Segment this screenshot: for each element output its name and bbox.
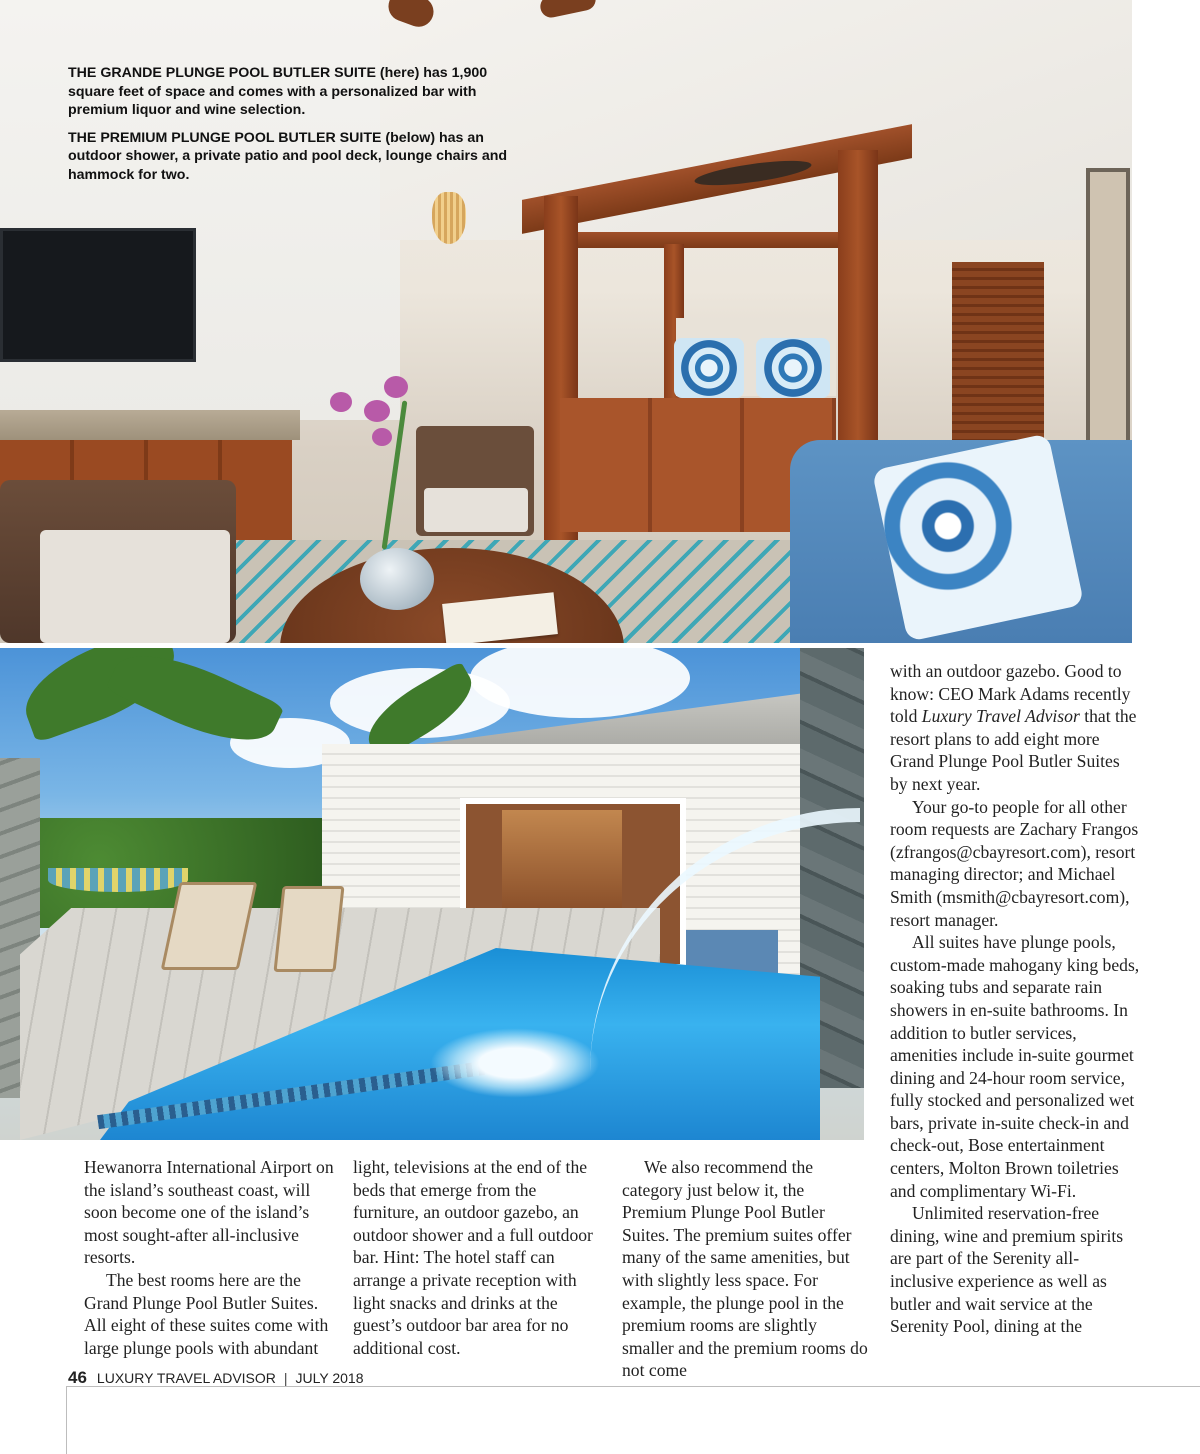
sofa-pillow — [872, 433, 1084, 642]
paragraph: light, televisions at the end of the beds that emerge from the furniture, an outdoor gazebo, an outdoor shower and a full outdoor bar. Hint: The hotel staff can arrange a private reception with light snacks and drinks at the guest’s outdoor bar area for no additional cost. — [353, 1157, 593, 1358]
armchair-cushion — [40, 530, 230, 643]
issue-date: JULY 2018 — [295, 1370, 364, 1386]
lounge-chair — [273, 886, 344, 972]
footer-rule — [66, 1386, 67, 1454]
text-run: that the resort plans to add eight more Grand Plunge Pool Butler Suites by next year. — [890, 706, 1137, 794]
caption-grande-suite — [68, 64, 508, 120]
publication-name: Luxury Travel Advisor — [921, 706, 1080, 727]
photo-premium-suite-pool — [0, 648, 864, 1140]
photo-grande-suite-interior — [0, 0, 1132, 643]
paragraph: Your go-to people for all other room requests are Zachary Frangos (zfrangos@cbayresort.com), resort managing director; and Michael Smith (msmith@cbayresort.com), resort manager. — [890, 796, 1139, 930]
page-footer — [68, 1368, 364, 1388]
orchid-stem — [382, 400, 408, 549]
water-splash — [430, 1028, 600, 1098]
canopy-beam — [570, 232, 866, 248]
orchid-flower — [384, 376, 408, 398]
stone-counter — [0, 410, 300, 440]
article-column-4 — [890, 660, 1140, 1338]
glass-vase — [360, 548, 434, 610]
paragraph: Unlimited reservation-free dining, wine and premium spirits are part of the Serenity all-inclusive experience as well as butler and wait service at the Serenity Pool, dining at the — [890, 1203, 1124, 1337]
caption-text: (below) has an outdoor shower, a private patio and pool deck, lounge chairs and hammock for two. — [68, 129, 508, 183]
hammock — [48, 868, 188, 892]
caption-text: (here) has 1,900 square feet of space and comes with a personalized bar with premium liquor and wine selection. — [68, 65, 488, 118]
pendant-lamp — [432, 192, 466, 244]
article-column-3 — [622, 1156, 872, 1382]
wall-mirror — [1086, 168, 1130, 446]
paragraph — [890, 660, 1140, 796]
article-column-2 — [353, 1156, 603, 1359]
publication-title: LUXURY TRAVEL ADVISOR — [96, 1370, 276, 1386]
paragraph: All suites have plunge pools, custom-made mahogany king beds, soaking tubs and separate rain showers in en-suite bathrooms. In addition to butler services, amenities include in-suite gourmet dining and 24-hour room service, fully stocked and personalized wet bars, private in-suite check-in and check-out, Bose entertainment centers, Molton Brown toiletries and complimentary Wi-Fi. — [890, 932, 1140, 1201]
page-number: 46 — [68, 1368, 87, 1387]
caption-lead: THE PREMIUM PLUNGE POOL BUTLER SUITE — [68, 129, 382, 146]
bed-pillow — [756, 338, 830, 398]
orchid-flower — [372, 428, 392, 446]
photo-caption — [68, 64, 508, 193]
orchid-flower — [330, 392, 352, 412]
television — [0, 228, 196, 362]
caption-lead: THE GRANDE PLUNGE POOL BUTLER SUITE — [68, 65, 376, 81]
orchid-flower — [364, 400, 390, 422]
paragraph: Hewanorra International Airport on the island’s southeast coast, will soon become one of the island’s most sought-after all-inclusive resorts. — [84, 1157, 334, 1268]
bed-pillow — [674, 338, 744, 398]
footer-separator: | — [283, 1370, 288, 1386]
armchair-cushion — [424, 488, 528, 532]
text-run: with an outdoor gazebo. Good to know: CEO Mark Adams recently told — [890, 661, 1131, 727]
paragraph: We also recommend the category just below it, the Premium Plunge Pool Butler Suites. The premium suites offer many of the same amenities, but with slightly less space. For example, the plunge pool in the premium rooms are slightly smaller and the premium rooms do not come — [622, 1157, 868, 1381]
caption-premium-suite — [68, 129, 508, 185]
article-column-1 — [84, 1156, 334, 1359]
paragraph: The best rooms here are the Grand Plunge Pool Butler Suites. All eight of these suites come with large plunge pools with abundant — [84, 1269, 329, 1358]
